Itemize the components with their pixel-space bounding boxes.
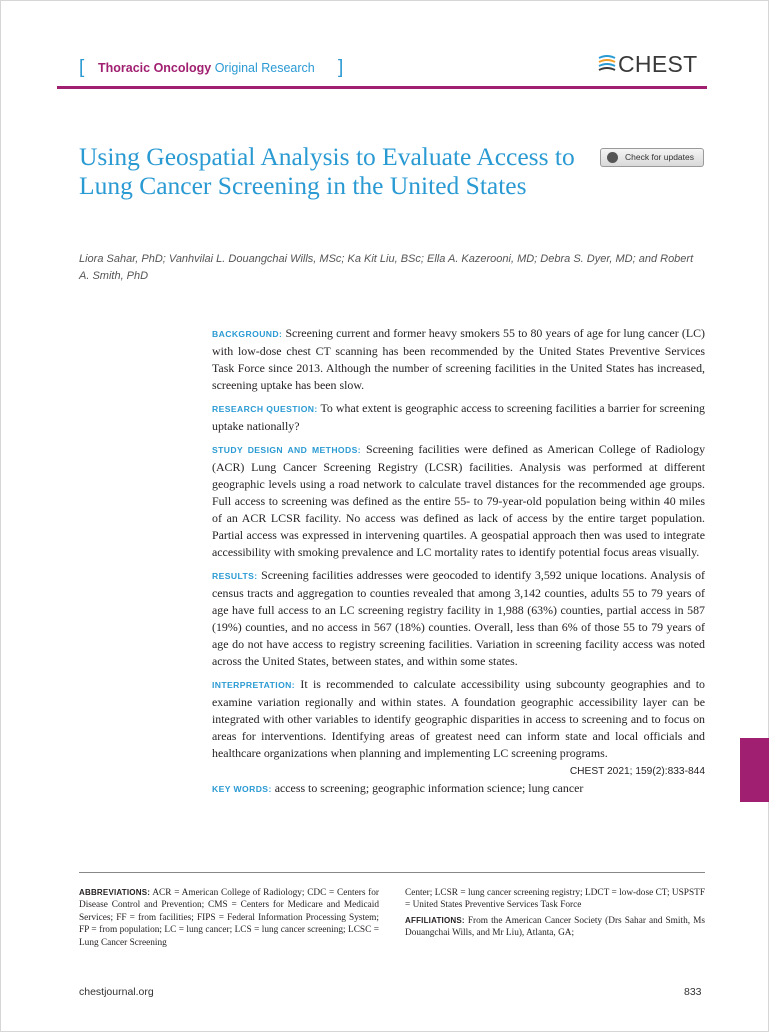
keywords-text: access to screening; geographic information science; lung cancer xyxy=(274,781,584,796)
affiliations-heading: AFFILIATIONS: xyxy=(405,915,465,925)
study-design-text: Screening facilities were defined as American College of Radiology (ACR) Lung Cancer Screening Registry (LCSR) facilities. Analysis was performed at different geographic levels using a road network to calculate travel distances for the recommended age groups. Full access to screening was defined as the entire 55- to 79-year-old population being within 40 miles of an ACR LCSR facility. No access was defined as lack of access by the entire target population. Partial access was expressed in intervening quartiles. A geospatial approach then was used to integrate accessibility with smoking prevalence and LC mortality rates to identify potential focus areas visually. xyxy=(212,441,706,560)
interpretation-text: It is recommended to calculate accessibility using subcounty geographies and to examine variation regionally and within states. A foundation geographic accessibility layer can be integrated with other variables to identify geographic disparities in access to screening and to focus on areas for interventions. Identifying areas of greatest need can inform state and local officials and healthcare organizations when planning and implementing LC screening programs. xyxy=(212,676,705,761)
study-design-heading: STUDY DESIGN AND METHODS: xyxy=(212,444,362,455)
results-heading: RESULTS: xyxy=(212,570,258,581)
footnote-column-left xyxy=(79,887,379,952)
header-bracket-close: ] xyxy=(338,57,344,78)
abstract-study-design xyxy=(212,441,705,562)
background-text: Screening current and former heavy smokers 55 to 80 years of age for lung cancer (LC) with low-dose chest CT scanning has been recommended by the United States Preventive Services Task Force since 2013. Although the number of screening facilities in the United States has increased, screening uptake has been slow. xyxy=(212,326,705,393)
abstract-interpretation xyxy=(212,676,705,778)
keywords-heading: KEY WORDS: xyxy=(212,784,272,795)
chest-logo-icon xyxy=(597,54,617,74)
affiliations-note xyxy=(405,915,705,940)
abstract xyxy=(212,325,705,804)
section-side-tab xyxy=(740,738,769,802)
footnote-rule xyxy=(79,872,705,873)
citation: CHEST 2021; 159(2):833-844 xyxy=(569,766,705,778)
page-number: 833 xyxy=(684,986,702,998)
check-for-updates-label: Check for updates xyxy=(625,152,694,162)
abbreviations-text: ACR = American College of Radiology; CDC = Centers for Disease Control and Prevention; CMS = Centers for Medicare and Medicaid Services; FF = from facilities; FIPS = Federal Information Processing System; FP = from population; LC = lung cancer; LCS = lung cancer screening; LCSC = Lung Cancer Screening xyxy=(79,888,380,948)
research-question-text: To what extent is geographic access to screening facilities a barrier for screening uptake nationally? xyxy=(212,400,705,433)
author-list: Liora Sahar, PhD; Vanhvilai L. Douangchai Wills, MSc; Ka Kit Liu, BSc; Ella A. Kazerooni, MD; Debra S. Dyer, MD; and Robert A. Smith, PhD xyxy=(79,253,694,282)
chest-logo xyxy=(597,52,705,78)
abstract-research-question xyxy=(212,400,705,435)
section-name: Thoracic Oncology xyxy=(98,61,212,75)
abstract-results xyxy=(212,567,705,671)
article-type: Original Research xyxy=(214,61,315,75)
abbreviations-heading: ABBREVIATIONS: xyxy=(79,888,151,897)
footnote-column-right xyxy=(405,887,705,943)
journal-url-link[interactable]: chestjournal.org xyxy=(79,986,154,998)
abbreviations-continued: Center; LCSR = lung cancer screening registry; LDCT = low-dose CT; USPSTF = United States Preventive Services Task Force xyxy=(405,888,705,911)
interpretation-heading: INTERPRETATION: xyxy=(212,679,296,690)
background-heading: BACKGROUND: xyxy=(212,329,283,339)
research-question-heading: RESEARCH QUESTION: xyxy=(212,403,318,414)
header-section-label xyxy=(98,61,315,75)
chest-logo-text: CHEST xyxy=(618,51,698,77)
affiliations-text: From the American Cancer Society (Drs Sahar and Smith, Ms Douangchai Wills, and Mr Liu), Atlanta, GA; xyxy=(405,915,706,939)
abbreviations-note xyxy=(79,887,379,949)
abstract-keywords xyxy=(212,780,705,798)
results-text: Screening facilities addresses were geocoded to identify 3,592 unique locations. Analysis of census tracts and aggregation to counties revealed that among 3,142 counties, adults 55 to 79 years of age have full access to an LC screening registry facility in 1,988 (63%) counties, partial access in 587 (19%) counties, and no access in 567 (18%) counties. Overall, less than 6% of those 55 to 79 years of age do not have access to registry screening facilities. Variation in screening facility access was noted across the United States, between states, and within some states. xyxy=(212,567,705,669)
article-title: Using Geospatial Analysis to Evaluate Access to Lung Cancer Screening in the United States xyxy=(79,142,575,200)
header-bracket-open: [ xyxy=(79,57,85,78)
check-for-updates-button[interactable] xyxy=(600,148,704,167)
abstract-background xyxy=(212,325,705,394)
header-rule xyxy=(57,86,707,89)
crossmark-icon xyxy=(607,152,618,163)
